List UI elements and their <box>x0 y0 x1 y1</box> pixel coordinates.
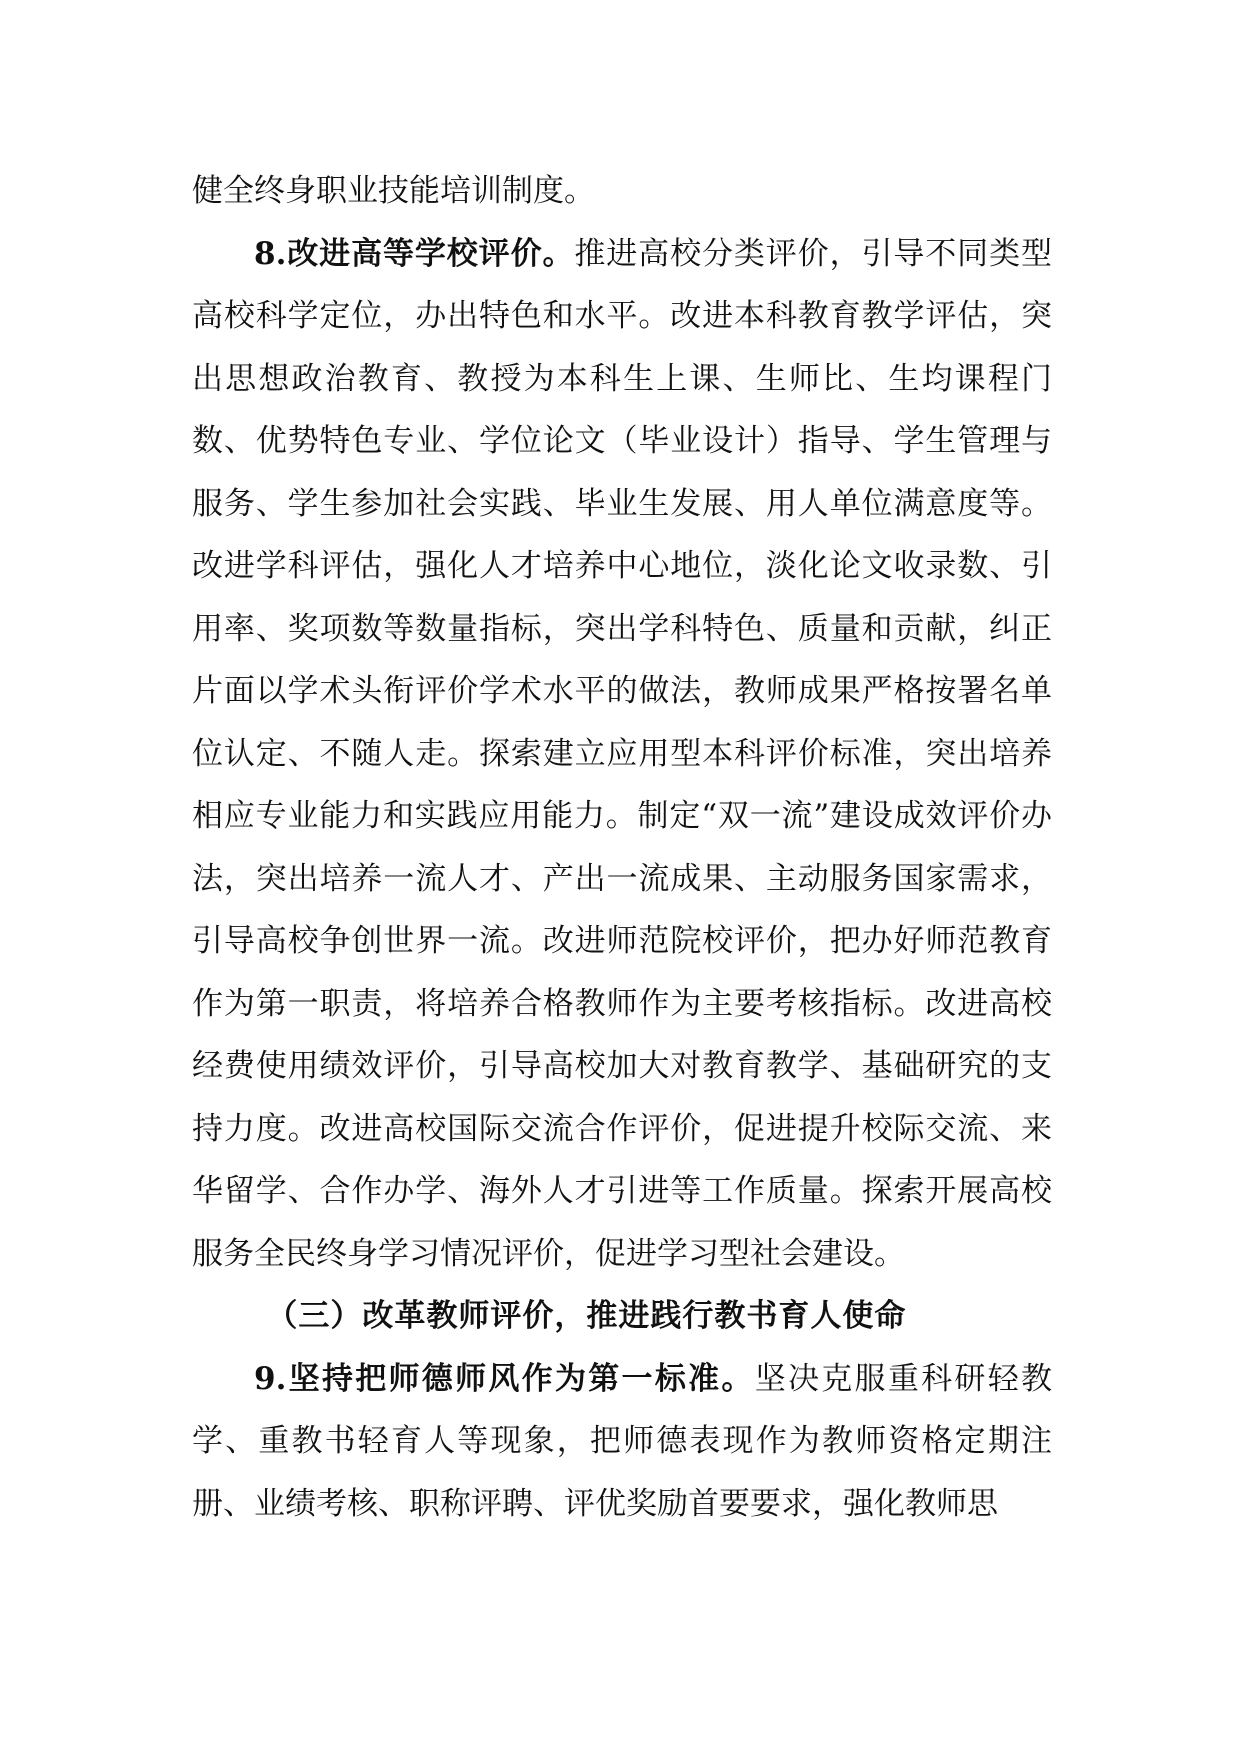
document-page <box>192 160 1052 1535</box>
paragraph-teacher-ethics <box>192 1348 1052 1536</box>
paragraph-continuation: 健全终身职业技能培训制度。 <box>192 173 595 209</box>
paragraph-lead-heading: 9.坚持把师德师风作为第一标准。 <box>254 1360 755 1397</box>
paragraph-lead-heading: 8.改进高等学校评价。 <box>254 235 575 272</box>
paragraph-body: 推进高校分类评价，引导不同类型高校科学定位，办出特色和水平。改进本科教育教学评估，突出思想政治教育、教授为本科生上课、生师比、生均课程门数、优势特色专业、学位论文（毕业设计）指导、学生管理与服务、学生参加社会实践、毕业生发展、用人单位满意度等。改进学科评估，强化人才培养中心地位，淡化论文收录数、引用率、奖项数等数量指标，突出学科特色、质量和贡献，纠正片面以学术头衔评价学术水平的做法，教师成果严格按署名单位认定、不随人走。探索建立应用型本科评价标准，突出培养相应专业能力和实践应用能力。制定“双一流”建设成效评价办法，突出培养一流人才、产出一流成果、主动服务国家需求，引导高校争创世界一流。改进师范院校评价，把办好师范教育作为第一职责，将培养合格教师作为主要考核指标。改进高校经费使用绩效评价，引导高校加大对教育教学、基础研究的支持力度。改进高校国际交流合作评价，促进提升校际交流、来华留学、合作办学、海外人才引进等工作质量。探索开展高校服务全民终身学习情况评价，促进学习型社会建设。 <box>192 235 1052 1272</box>
paragraph-higher-education-evaluation <box>192 223 1052 1286</box>
section-heading: （三）改革教师评价，推进践行教书育人使命 <box>266 1298 907 1334</box>
paragraph-body: 坚决克服重科研轻教学、重教书轻育人等现象，把师德表现作为教师资格定期注册、业绩考核、职称评聘、评优奖励首要要求，强化教师思 <box>192 1360 1052 1522</box>
